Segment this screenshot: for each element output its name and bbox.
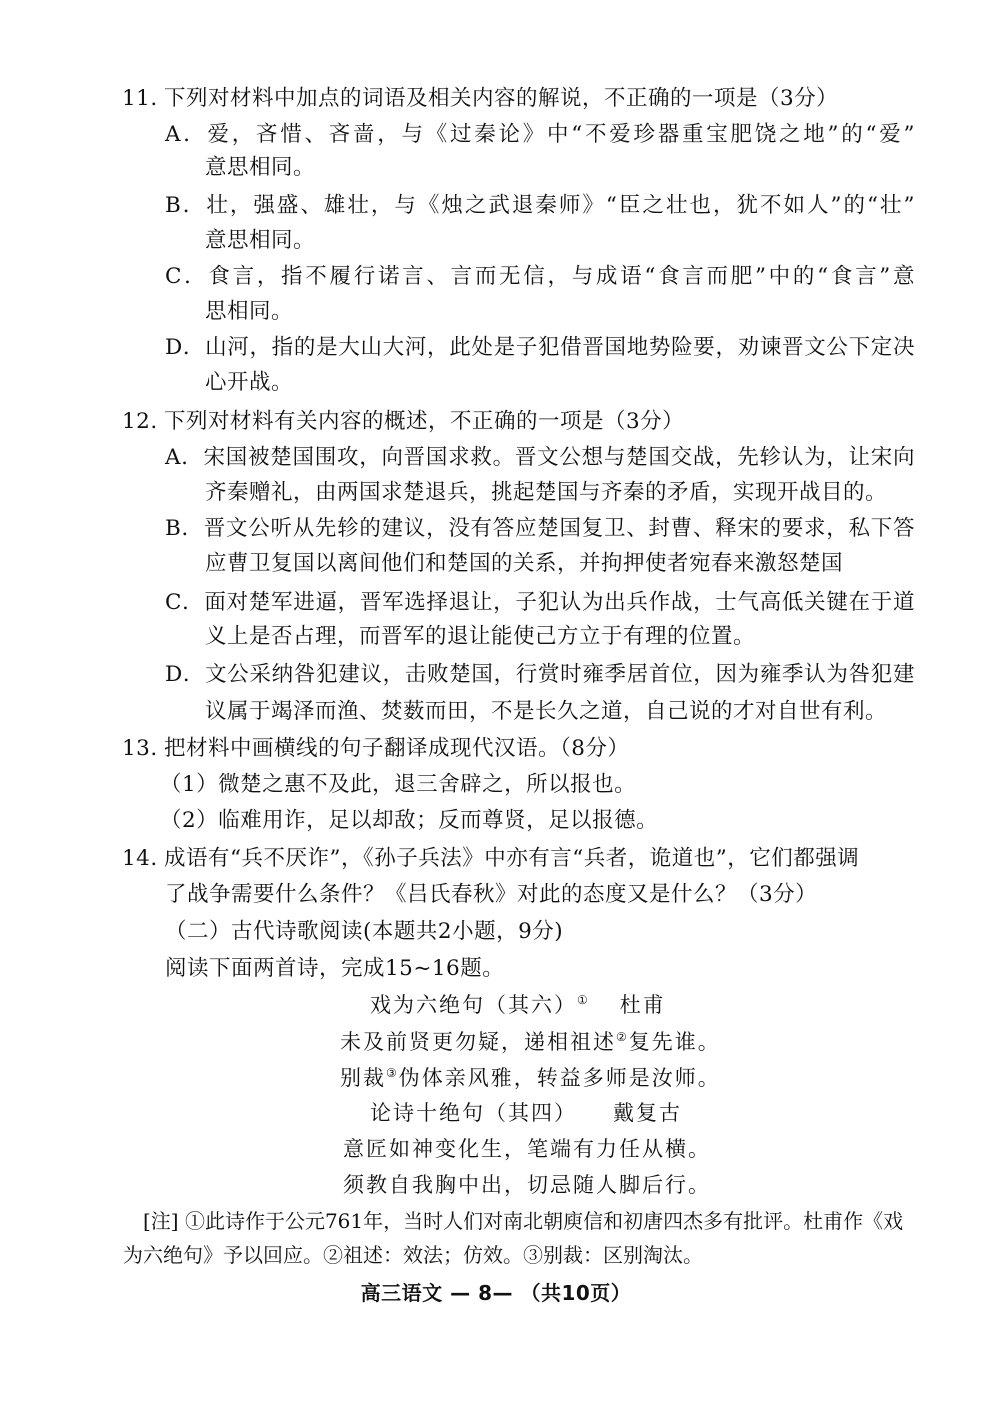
poem-text: 未及前贤更勿疑，递相祖述: [340, 1030, 616, 1054]
option-a: A．爱，吝惜、吝啬，与《过秦论》中“不爱珍器重宝肥饶之地”的“爱”: [165, 122, 915, 147]
option-b-cont: 应曹卫复国以离间他们和楚国的关系，并拘押使者宛春来激怒楚国: [205, 551, 844, 576]
poem-1-line-1: [340, 1027, 721, 1057]
option-d: D．文公采纳咎犯建议，击败楚国，行赏时雍季居首位，因为雍季认为咎犯建: [165, 662, 915, 687]
poem-1-title-line: [370, 990, 666, 1020]
question-text: 成语有“兵不厌诈”，《孙子兵法》中亦有言“兵者，诡道也”，它们都强调: [164, 846, 860, 871]
footnote-marker: ①: [577, 993, 590, 1007]
option-c: C．面对楚军进逼，晋军选择退让，子犯认为出兵作战，士气高低关键在于道: [165, 590, 915, 615]
poem-text: 伪体亲风雅，转益多师是汝师。: [398, 1066, 721, 1090]
section-instruction: 阅读下面两首诗，完成15~16题。: [165, 956, 505, 981]
translation-sentence-2: （2）临难用诈，足以却敌；反而尊贤，足以报德。: [160, 808, 659, 833]
option-c: C．食言，指不履行诺言、言而无信，与成语“食言而肥”中的“食言”意: [165, 264, 915, 289]
poem-2-title-line: [370, 1098, 682, 1128]
option-d-cont: 心开战。: [205, 370, 294, 395]
poem-note-line-1: [注] ①此诗作于公元761年，当时人们对南北朝庾信和初唐四杰多有批评。杜甫作《戏: [143, 1209, 904, 1233]
question-11-stem: [122, 84, 838, 114]
translation-sentence-1: （1）微楚之惠不及此，退三舍辟之，所以报也。: [160, 772, 637, 797]
section-heading: （二）古代诗歌阅读(本题共2小题，9分): [165, 919, 564, 944]
poem-title: 戏为六绝句（其六）: [370, 993, 577, 1017]
question-number: 11.: [122, 86, 158, 111]
poem-text: 别裁: [340, 1066, 386, 1090]
poem-author: 戴复古: [613, 1101, 682, 1125]
poem-2-line-1: 意匠如神变化生，笔端有力任从横。: [343, 1137, 711, 1161]
question-text: 把材料中画横线的句子翻译成现代汉语。（8分）: [164, 736, 630, 761]
question-text: 下列对材料中加点的词语及相关内容的解说，不正确的一项是（3分）: [164, 86, 839, 111]
question-13-stem: [122, 734, 629, 764]
poem-note-line-2: 为六绝句》予以回应。②祖述：效法；仿效。③别裁：区别淘汰。: [123, 1243, 703, 1267]
option-c-cont: 思相同。: [205, 299, 294, 324]
page-footer: 高三语文 — 8— （共10页）: [360, 1281, 632, 1305]
poem-title: 论诗十绝句（其四）: [370, 1101, 577, 1125]
question-14-cont: 了战争需要什么条件？《吕氏春秋》对此的态度又是什么？（3分）: [165, 882, 818, 907]
poem-author: 杜甫: [619, 993, 666, 1017]
question-number: 12.: [122, 409, 158, 434]
option-d: D．山河，指的是大山大河，此处是子犯借晋国地势险要，劝谏晋文公下定决: [165, 335, 915, 360]
option-b: B．壮，强盛、雄壮，与《烛之武退秦师》“臣之壮也，犹不如人”的“壮”: [165, 193, 915, 218]
question-number: 14.: [122, 846, 158, 871]
option-a: A．宋国被楚国围攻，向晋国求救。晋文公想与楚国交战，先轸认为，让宋向: [165, 445, 915, 470]
option-b-cont: 意思相同。: [205, 228, 316, 253]
option-a-cont: 齐秦赠礼，由两国求楚退兵，挑起楚国与齐秦的矛盾，实现开战目的。: [205, 480, 888, 505]
option-b: B．晋文公听从先轸的建议，没有答应楚国复卫、封曹、释宋的要求，私下答: [165, 516, 915, 541]
question-text: 下列对材料有关内容的概述，不正确的一项是（3分）: [164, 409, 685, 434]
option-c-cont: 义上是否占理，而晋军的退让能使己方立于有理的位置。: [205, 624, 756, 649]
poem-text: 复先谁。: [628, 1030, 721, 1054]
question-14-stem: [122, 844, 859, 874]
option-a-cont: 意思相同。: [205, 155, 316, 180]
question-12-stem: [122, 407, 684, 437]
poem-2-line-2: 须教自我胸中出，切忌随人脚后行。: [343, 1173, 711, 1197]
poem-1-line-2: [340, 1063, 721, 1093]
question-number: 13.: [122, 736, 158, 761]
option-d-cont: 议属于竭泽而渔、焚薮而田，不是长久之道，自己说的才对自世有利。: [205, 699, 888, 724]
footnote-marker: ③: [386, 1066, 399, 1080]
footnote-marker: ②: [616, 1030, 629, 1044]
